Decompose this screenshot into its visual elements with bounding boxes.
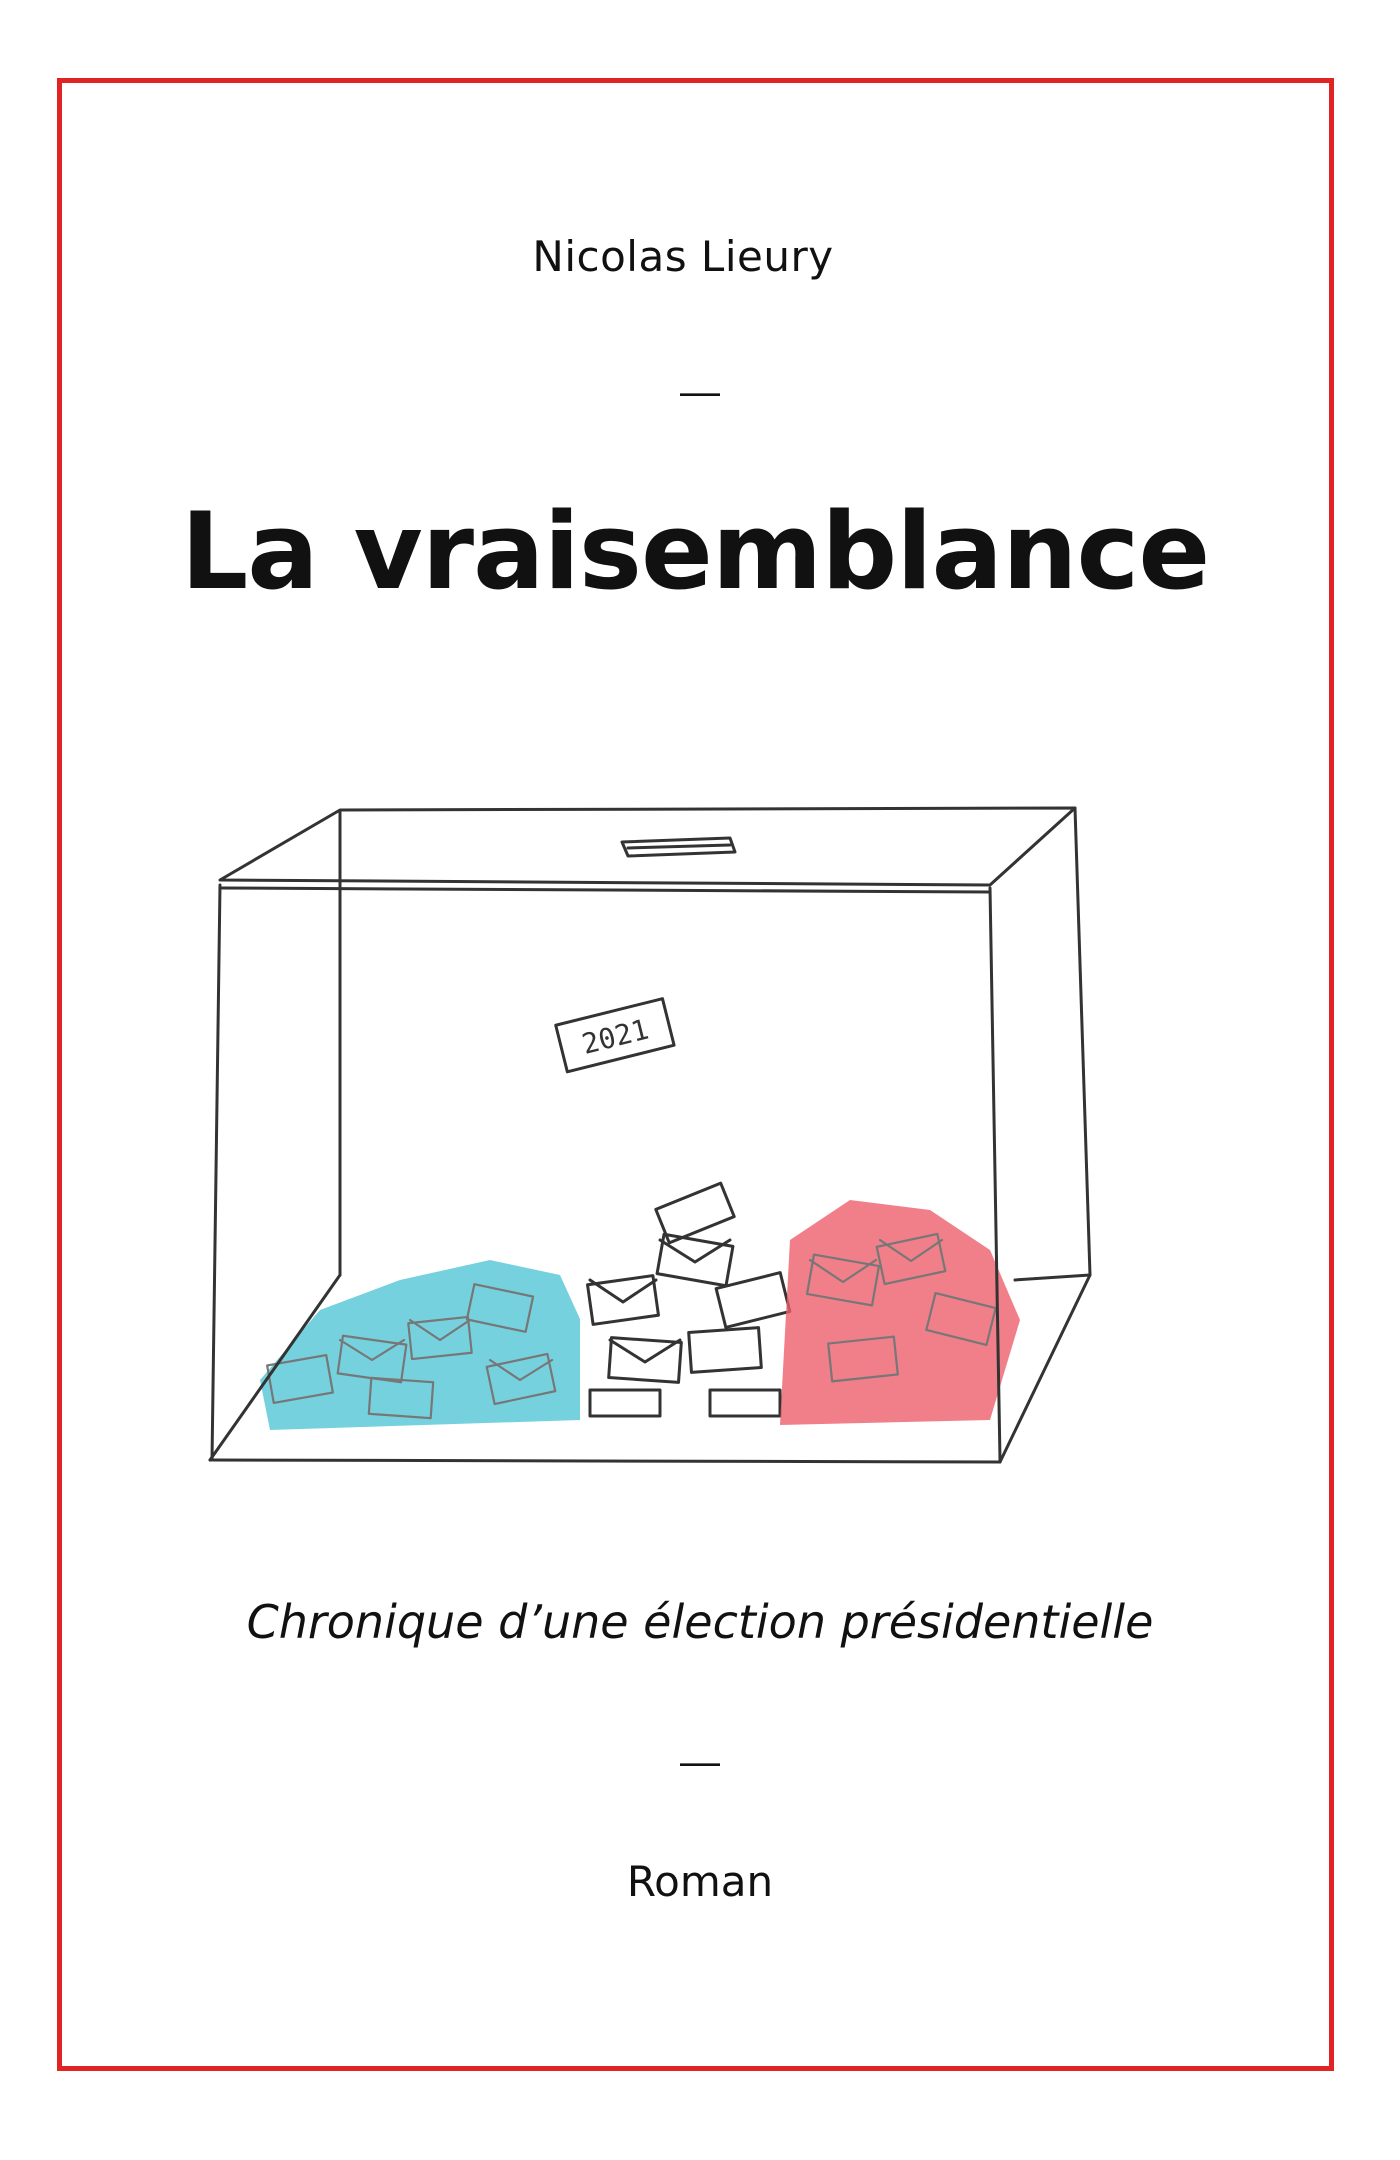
red-ballots (780, 1200, 1020, 1425)
separator-bottom: — (680, 1740, 720, 1784)
blue-ballots (260, 1260, 585, 1430)
book-subtitle: Chronique d’une élection présidentielle (246, 1595, 1154, 1649)
author-name: Nicolas Lieury (532, 232, 834, 281)
book-genre: Roman (626, 1857, 774, 1906)
book-title: La vraisemblance (180, 490, 1210, 613)
white-ballots (580, 1183, 815, 1425)
ballot-box-illustration (190, 720, 1210, 1500)
separator-top: — (680, 370, 720, 414)
box-label-text: 2021 (578, 1012, 652, 1061)
box-label (556, 999, 674, 1072)
